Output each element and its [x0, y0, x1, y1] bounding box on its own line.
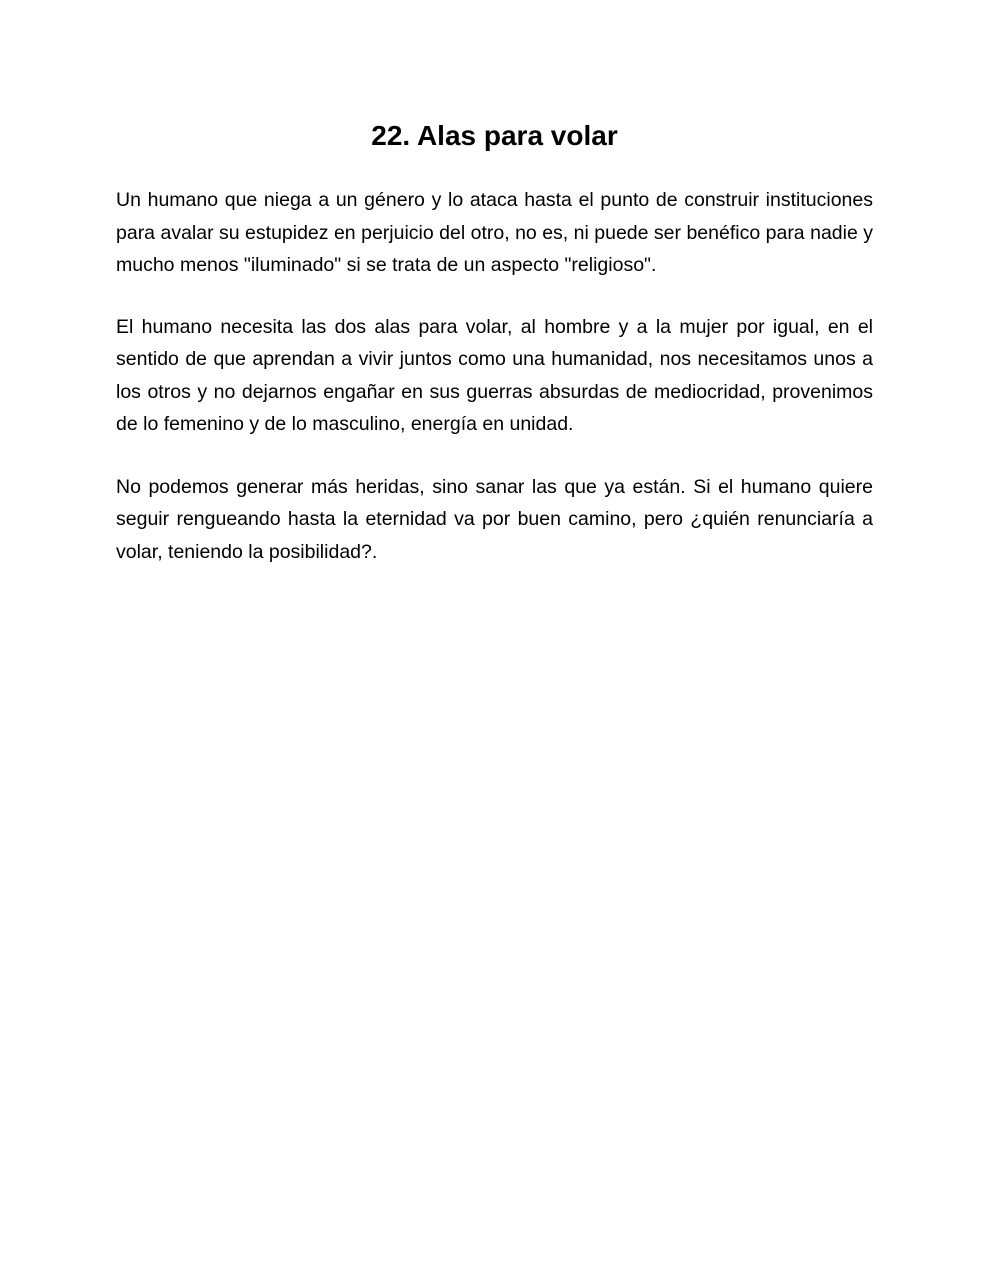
paragraph-2: El humano necesita las dos alas para volar, al hombre y a la mujer por igual, en el sentido de que aprendan a vivir juntos como una humanidad, nos necesitamos unos a los otros y no dejarnos engañar en sus guerras absurdas de mediocridad, provenimos de lo femenino y de lo masculino, energía en unidad.	[116, 315, 873, 435]
page-title: 22. Alas para volar	[371, 120, 618, 151]
paragraph-1: Un humano que niega a un género y lo ataca hasta el punto de construir instituciones para avalar su estupidez en perjuicio del otro, no es, ni puede ser benéfico para nadie y mucho menos "iluminado" si se trata de un aspecto "religioso".	[116, 189, 873, 276]
paragraph-3: No podemos generar más heridas, sino sanar las que ya están. Si el humano quiere seguir rengueando hasta la eternidad va por buen camino, pero ¿quién renunciaría a volar, teniendo la posibilidad?.	[116, 475, 873, 563]
document-body	[116, 116, 873, 568]
